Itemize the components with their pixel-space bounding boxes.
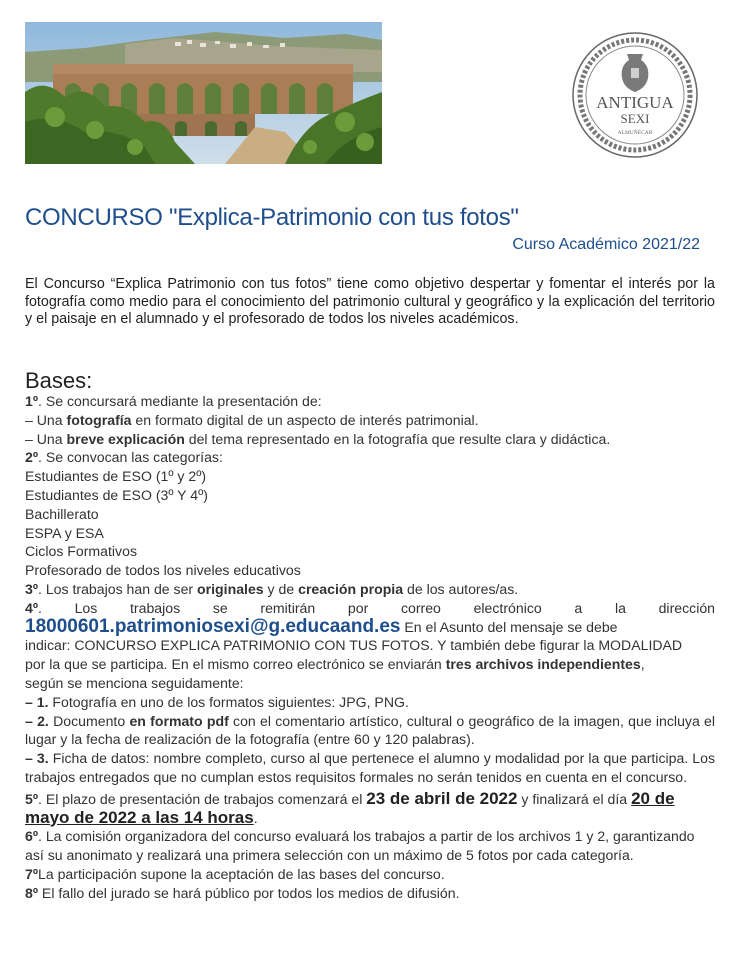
category-item: Profesorado de todos los niveles educativos (25, 562, 301, 579)
contact-email-link[interactable]: 18000601.patrimoniosexi@g.educaand.es (25, 615, 401, 637)
antigua-sexi-logo (570, 30, 700, 160)
rule-3: 3º. Los trabajos han de ser originales y de creación propia de los autores/as. (25, 580, 519, 597)
rule-4-line4: por la que se participa. En el mismo correo electrónico se enviarán tres archivos independientes, (25, 656, 645, 673)
rule-5: 5º. El plazo de presentación de trabajos comenzará el 23 de abril de 2022 y finalizará el día 20 de mayo de 2022 a las 14 horas. (25, 788, 675, 827)
rule-7: 7ºLa participación supone la aceptación de las bases del concurso. (25, 865, 445, 882)
rule-2: 2º. Se convocan las categorías: (25, 449, 223, 466)
rule-8: 8º El fallo del jurado se hará público por todos los medios de difusión. (25, 884, 460, 901)
category-item: Ciclos Formativos (25, 543, 137, 560)
category-item: Estudiantes de ESO (1º y 2º) (25, 468, 207, 485)
file-2: – 2. Documento en formato pdf con el comentario artístico, cultural o geográfico de la imagen, que incluya el lugar y la fecha de realización de la fotografía (entre 60 y 120 palabras). (25, 712, 716, 748)
rule-1b: – Una breve explicación del tema representado en la fotografía que resulte clara y didáctica. (25, 430, 611, 447)
bases-heading: Bases: (25, 368, 93, 393)
rules-list (25, 392, 715, 903)
rule-1: 1º. Se concursará mediante la presentación de: (25, 393, 322, 409)
rule-4-email-line: 18000601.patrimoniosexi@g.educaand.es En el Asunto del mensaje se debe (25, 615, 618, 637)
category-item: ESPA y ESA (25, 524, 104, 541)
file-3: – 3. Ficha de datos: nombre completo, curso al que pertenece el alumno y modalidad por la que participa. Los trabajos entregados que no cumplan estos requisitos formales no serán tenidos en cuenta en el concurso. (25, 750, 716, 785)
rule-1a: – Una fotografía en formato digital de un aspecto de interés patrimonial. (25, 411, 479, 428)
logo-line1: ANTIGUA (596, 93, 674, 112)
page-title: CONCURSO "Explica-Patrimonio con tus fotos" (25, 204, 519, 231)
logo-line3: ALMUÑÉCAR (617, 130, 653, 136)
page-subtitle: Curso Académico 2021/22 (512, 236, 700, 253)
logo-line2: SEXI (620, 111, 650, 126)
category-item: Estudiantes de ESO (3º Y 4º) (25, 486, 208, 503)
aqueduct-photo (25, 22, 382, 164)
rule-4-line3: indicar: CONCURSO EXPLICA PATRIMONIO CON TUS FOTOS. Y también debe figurar la MODALIDAD (25, 637, 683, 654)
rule-4-line1: 4º. Los trabajos se remitirán por correo electrónico a la dirección (25, 599, 715, 616)
rule-4-line5: según se menciona seguidamente: (25, 674, 244, 691)
rule-6: 6º. La comisión organizadora del concurso evaluará los trabajos a partir de los archivos 1 y 2, garantizando así su anonimato y realizará una primera selección con un máximo de 5 fotos por cada categoría. (25, 828, 695, 864)
file-1: – 1. Fotografía en uno de los formatos siguientes: JPG, PNG. (25, 693, 409, 710)
category-item: Bachillerato (25, 505, 99, 522)
intro-paragraph: El Concurso “Explica Patrimonio con tus fotos” tiene como objetivo despertar y fomentar el interés por la fotografía como medio para el conocimiento del patrimonio cultural y geográfico y la explicación del territorio y el paisaje en el alumnado y el profesorado de todos los niveles académicos. (25, 276, 715, 327)
